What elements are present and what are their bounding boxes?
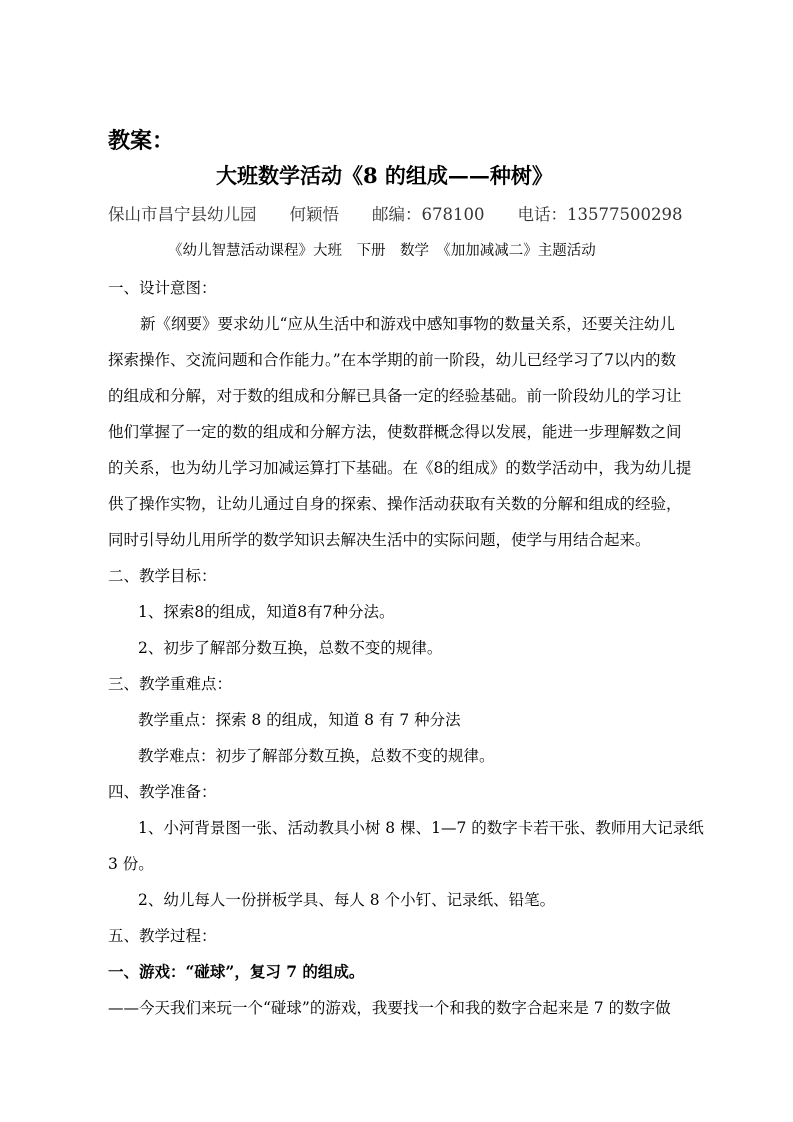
prep-item: 2、幼儿每人一份拼板学具、每人 8 个小钉、记录纸、铅笔。 — [138, 891, 556, 909]
paragraph-line: 同时引导幼儿用所学的数学知识去解决生活中的实际问题，使学与用结合起来。 — [108, 531, 651, 549]
prep-item: 1、小河背景图一张、活动教具小树 8 棵、1—7 的数字卡若干张、教师用大记录纸 — [138, 819, 704, 837]
paragraph-line: 供了操作实物，让幼儿通过自身的探索、操作活动获取有关数的分解和组成的经验， — [108, 495, 682, 513]
goal-item: 2、初步了解部分数互换，总数不变的规律。 — [138, 639, 443, 657]
goal-item: 1、探索8的组成，知道8有7种分法。 — [138, 603, 395, 621]
section-heading-design: 一、设计意图： — [108, 279, 217, 297]
process-step-text: ——今天我们来玩一个“碰球”的游戏，我要找一个和我的数字合起来是 7 的数字做 — [108, 999, 671, 1017]
process-step-heading: 一、游戏：“碰球”，复习 7 的组成。 — [108, 962, 365, 981]
paragraph-line: 的组成和分解，对于数的组成和分解已具备一定的经验基础。前一阶段幼儿的学习让 — [108, 387, 682, 405]
keypoint-item: 教学难点：初步了解部分数互换，总数不变的规律。 — [138, 747, 495, 765]
doc-title: 大班数学活动《8 的组成——种树》 — [216, 163, 553, 188]
doc-heading: 教案： — [108, 128, 175, 154]
paragraph-line: 的关系，也为幼儿学习加减运算打下基础。在《8的组成》的数学活动中，我为幼儿提 — [108, 459, 692, 477]
course-subtitle: 《幼儿智慧活动课程》大班 下册 数学 《加加减减二》主题活动 — [168, 243, 596, 259]
paragraph-line: 他们掌握了一定的数的组成和分解方法，使数群概念得以发展，能进一步理解数之间 — [108, 423, 682, 441]
section-heading-keypoints: 三、教学重难点： — [108, 675, 233, 693]
keypoint-item: 教学重点：探索 8 的组成，知道 8 有 7 种分法 — [138, 711, 461, 729]
section-heading-process: 五、教学过程： — [108, 927, 217, 945]
prep-item-continuation: 3 份。 — [108, 855, 154, 873]
paragraph-line: 新《纲要》要求幼儿“应从生活中和游戏中感知事物的数量关系，还要关注幼儿 — [140, 315, 675, 333]
section-heading-prep: 四、教学准备： — [108, 783, 217, 801]
section-heading-goals: 二、教学目标： — [108, 567, 217, 585]
paragraph-line: 探索操作、交流问题和合作能力。”在本学期的前一阶段，幼儿已经学习了7以内的数 — [108, 351, 677, 369]
author-info-line: 保山市昌宁县幼儿园 何颖悟 邮编：678100 电话：13577500298 — [108, 205, 683, 224]
